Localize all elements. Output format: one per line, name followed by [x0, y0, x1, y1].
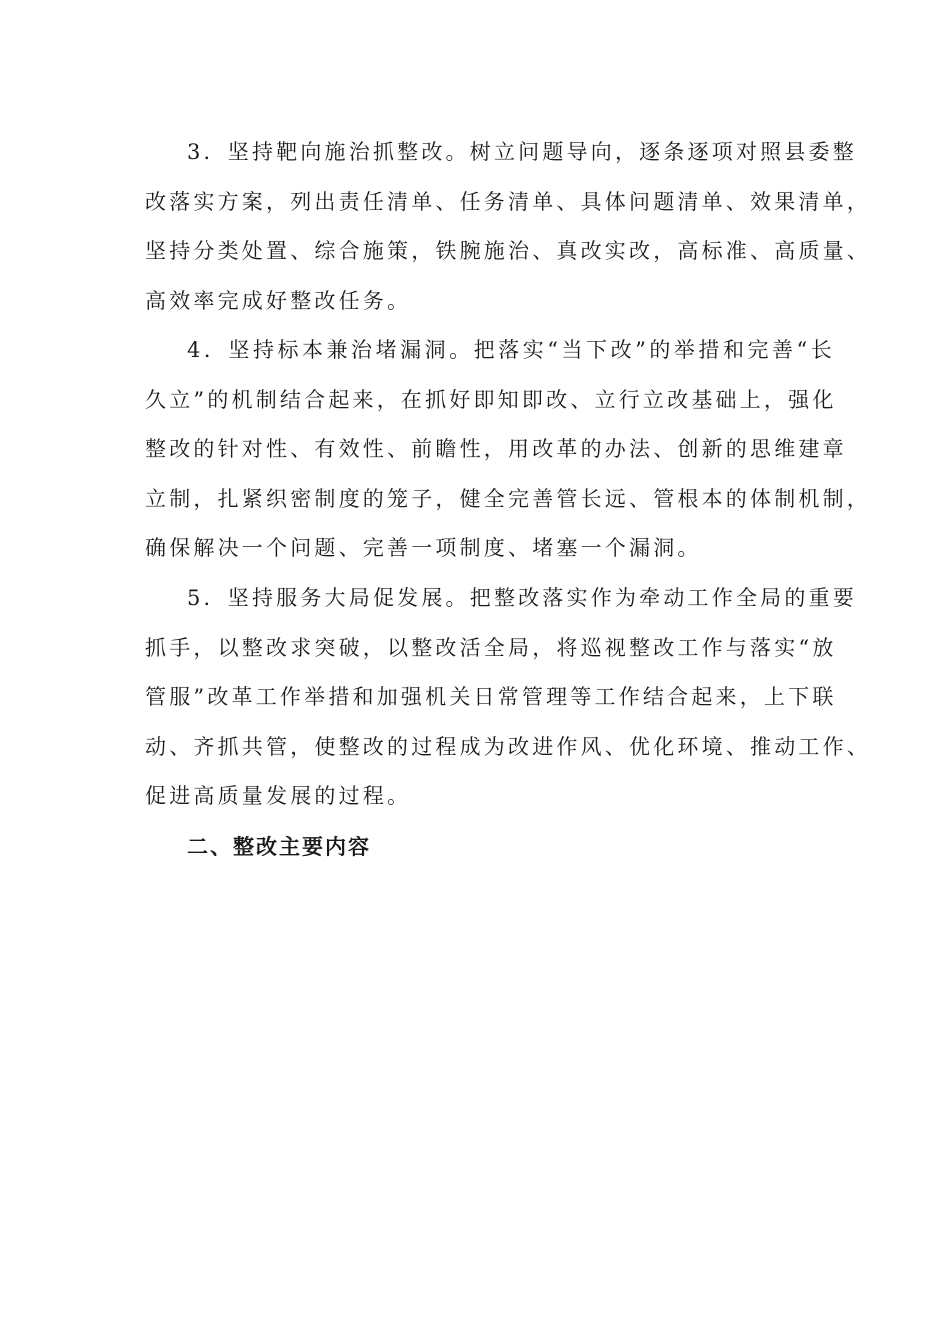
paragraph-line: 高效率完成好整改任务。 — [145, 288, 412, 313]
paragraph-line: 4．坚持标本兼治堵漏洞。把落实“当下改”的举措和完善“长 — [187, 338, 835, 362]
paragraph-line: 管服”改革工作举措和加强机关日常管理等工作结合起来，上下联 — [145, 685, 837, 709]
paragraph-line: 确保解决一个问题、完善一项制度、堵塞一个漏洞。 — [145, 536, 702, 560]
paragraph-line: 抓手，以整改求突破，以整改活全局，将巡视整改工作与落实“放 — [145, 635, 837, 660]
paragraph-line: 整改的针对性、有效性、前瞻性，用改革的办法、创新的思维建章 — [145, 437, 847, 461]
paragraph-line: 3．坚持靶向施治抓整改。树立问题导向，逐条逐项对照县委整 — [187, 140, 857, 164]
paragraph-item-5 — [145, 574, 871, 822]
paragraph-line: 坚持分类处置、综合施策，铁腕施治、真改实改，高标准、高质量、 — [145, 239, 871, 263]
paragraph-line: 促进高质量发展的过程。 — [145, 784, 412, 808]
paragraph-item-4 — [145, 326, 871, 574]
paragraph-line: 5．坚持服务大局促发展。把整改落实作为牵动工作全局的重要 — [187, 586, 857, 610]
paragraph-line: 立制，扎紧织密制度的笼子，健全完善管长远、管根本的体制机制， — [145, 486, 871, 511]
paragraph-line: 久立”的机制结合起来，在抓好即知即改、立行立改基础上，强化 — [145, 387, 837, 412]
section-heading: 二、整改主要内容 — [187, 834, 371, 859]
paragraph-item-3 — [145, 128, 871, 326]
paragraph-line: 动、齐抓共管，使整改的过程成为改进作风、优化环境、推动工作、 — [145, 734, 871, 759]
paragraph-line: 改落实方案，列出责任清单、任务清单、具体问题清单、效果清单， — [145, 189, 871, 214]
